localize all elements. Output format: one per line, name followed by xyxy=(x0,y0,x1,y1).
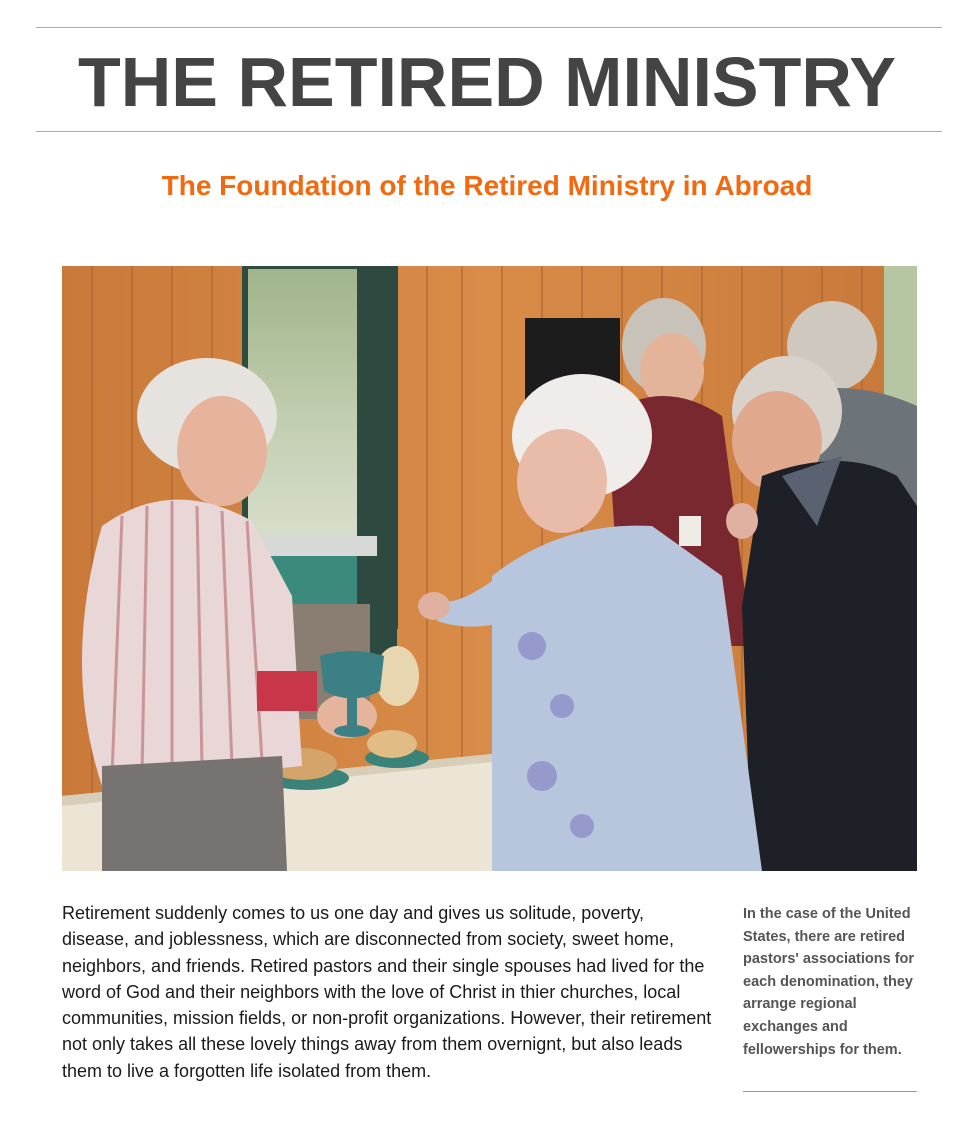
communion-photo xyxy=(62,266,917,871)
header-bottom-rule xyxy=(36,131,942,132)
section-subtitle: The Foundation of the Retired Ministry in Abroad xyxy=(161,170,813,201)
sidebar-note: In the case of the United States, there are retired pastors' associations for each denomination, they arrange regional exchanges and fellowerships for them. xyxy=(743,906,915,1058)
page-title: THE RETIRED MINISTRY xyxy=(78,43,896,121)
header-top-rule xyxy=(36,27,942,28)
sidebar-rule xyxy=(743,1091,917,1092)
article-body: Retirement suddenly comes to us one day and gives us solitude, poverty, disease, and joblessness, which are disconnected from society, sweet home, neighbors, and friends. Retired pastors and their single spouses had lived for the word of God and their neighbors with the love of Christ in thier churches, local communities, mission fields, or non-profit organizations. However, their retirement not only takes all these lovely things away from them overnignt, but also leads them to live a forgotten life isolated from them. xyxy=(62,903,712,1081)
